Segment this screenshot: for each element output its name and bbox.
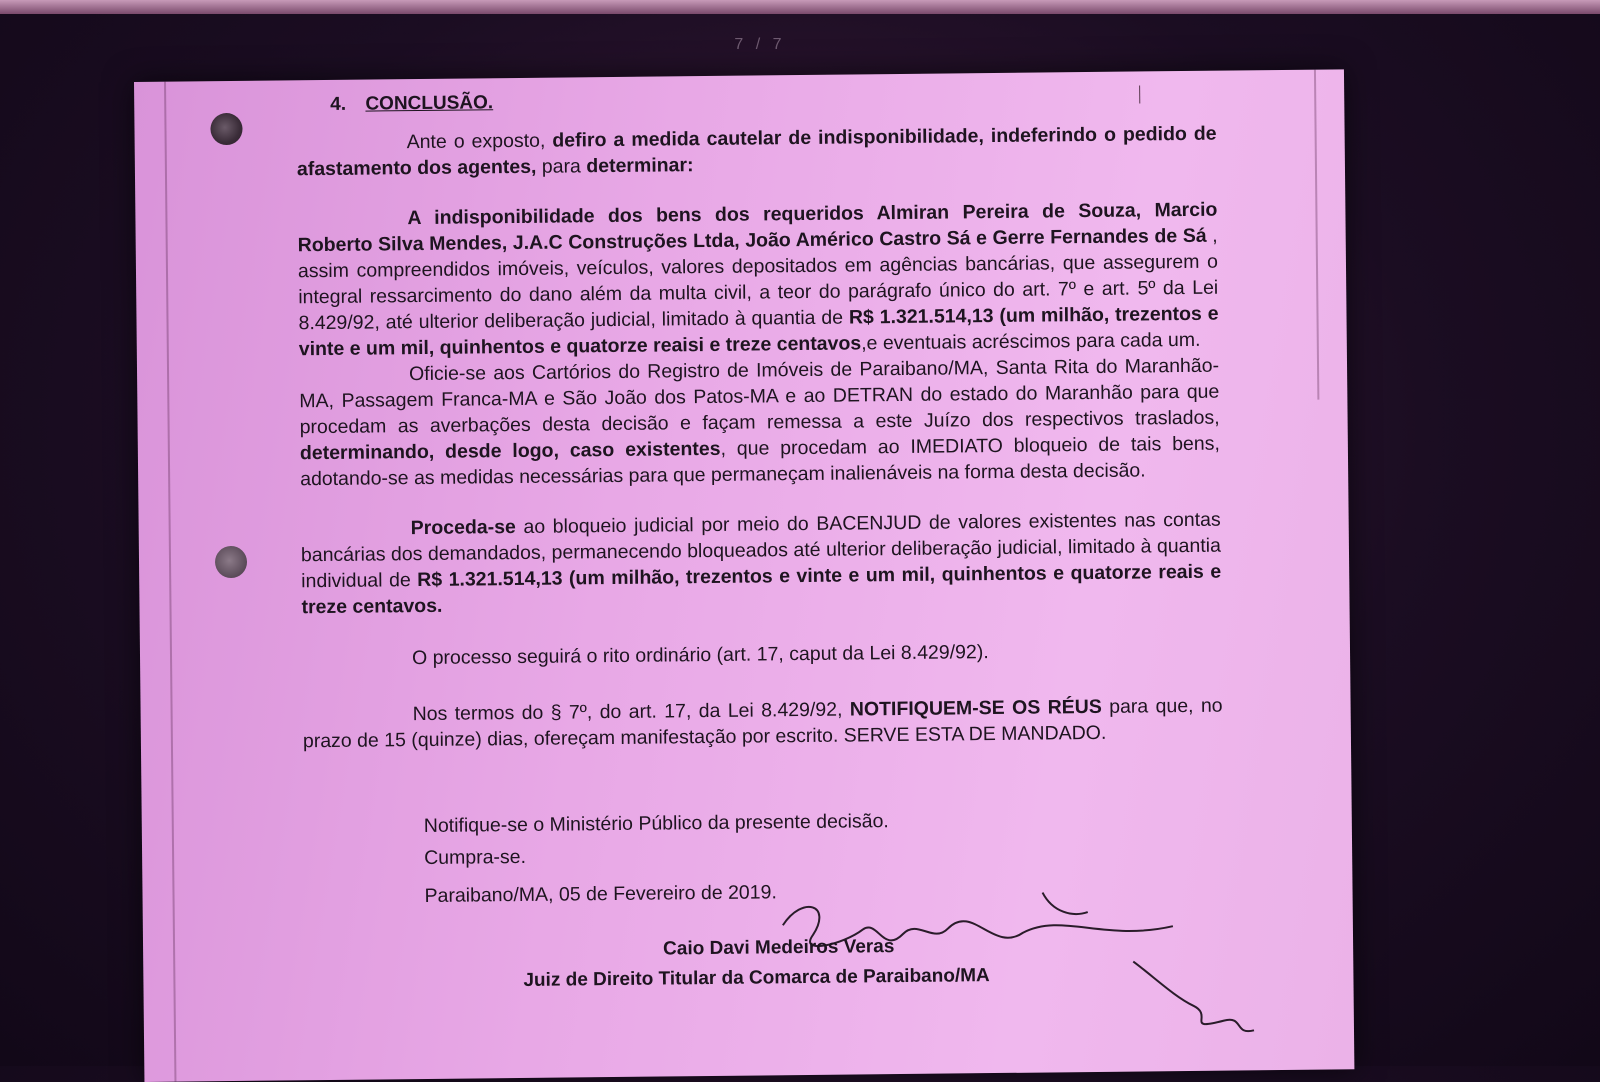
place-date-line: Paraibano/MA, 05 de Fevereiro de 2019. xyxy=(424,881,777,908)
p1-amount: R$ 1.321.514,13 (um milhão, trezentos e vinte e um mil, quinhentos e quatorze reaisi e treze centavos xyxy=(298,302,1219,361)
intro-bold: defiro a medida cautelar de indisponibilidade, indeferindo o pedido de afastamento dos agentes, xyxy=(296,122,1217,181)
p1-text: , assim compreendidos imóveis, veículos, valores depositados em agências bancárias, que assegurem o integral ressarcimento do dano além da multa civil, a teor do parágrafo único do art. 7º e art. 5º da Lei 8.429/92, até ulterior deliberação judicial, limitado à quantia de xyxy=(297,224,1219,335)
document-page xyxy=(134,69,1354,1082)
cumpra-se-line: Cumpra-se. xyxy=(424,845,527,870)
section-heading xyxy=(330,92,493,116)
paragraph-rito: O processo seguirá o rito ordinário (art. 17, caput da Lei 8.429/92). xyxy=(411,641,989,670)
margin-line xyxy=(164,82,176,1082)
page-counter: 7 / 7 xyxy=(734,36,786,53)
signer-title: Juiz de Direito Titular da Comarca de Paraibano/MA xyxy=(523,965,990,991)
paragraph-notifiquem xyxy=(303,693,1223,755)
p1-bold: A indisponibilidade dos bens dos requeridos Almiran Pereira de Souza, Marcio Roberto Silva Mendes, J.A.C Construções Ltda, João Américo Castro Sá e Gerre Fernandes de Sá xyxy=(297,198,1218,257)
p2-bold: determinando, desde logo, caso existentes xyxy=(299,437,721,465)
p2-text-a: Oficie-se aos Cartórios do Registro de Imóveis de Paraibano/MA, Santa Rita do Maranhão-MA, Passagem Franca-MA e São João dos Patos-MA e ao DETRAN do estado do Maranhão para que procedam as averbações desta decisão e façam remessa a este Juízo dos respectivos traslados, xyxy=(299,354,1220,439)
punch-hole-middle xyxy=(215,546,247,578)
p3-text: ao bloqueio judicial por meio do BACENJUD de valores existentes nas contas bancárias dos demandados, permanecendo bloqueados até ulterior deliberação judicial, limitado à quantia individual de xyxy=(300,508,1222,593)
p1-end: ,e eventuais acréscimos para cada um. xyxy=(861,328,1201,355)
paragraph-oficie xyxy=(299,353,1220,493)
heading-title: CONCLUSÃO. xyxy=(365,92,494,115)
initials-mark xyxy=(1123,950,1264,1041)
p2-text-b: , que procedam ao IMEDIATO bloqueio de tais bens, adotando-se as medidas necessárias para que permaneçam inalienáveis na forma desta decisão. xyxy=(300,432,1220,491)
text-cursor xyxy=(1139,85,1140,103)
notify-mp-line: Notifique-se o Ministério Público da presente decisão. xyxy=(423,810,889,838)
paragraph-indisponibilidade xyxy=(297,197,1219,363)
p3-amount: R$ 1.321.514,13 (um milhão, trezentos e vinte e um mil, quinhentos e quatorze reais e treze centavos. xyxy=(301,560,1222,619)
signer-name: Caio Davi Medeiros Veras xyxy=(662,936,895,960)
punch-hole-top xyxy=(210,113,242,145)
p5-text-b: para que, no prazo de 15 (quinze) dias, ofereçam manifestação por escrito. SERVE ESTA DE MANDADO. xyxy=(302,694,1223,753)
screen-top-strip xyxy=(0,0,1600,14)
document-body xyxy=(297,121,1223,755)
intro-text-c: para xyxy=(536,155,587,178)
heading-number: 4. xyxy=(330,93,347,115)
p5-text-a: Nos termos do § 7º, do art. 17, da Lei 8.429/92, xyxy=(412,698,850,726)
paragraph-bacenjud xyxy=(301,507,1222,621)
intro-paragraph xyxy=(297,121,1217,183)
intro-determinar: determinar: xyxy=(586,154,694,178)
p3-bold: Proceda-se xyxy=(410,516,516,540)
intro-text-a: Ante o exposto, xyxy=(406,129,553,154)
right-margin-line xyxy=(1314,70,1319,400)
p5-bold: NOTIFIQUEM-SE OS RÉUS xyxy=(849,695,1102,721)
